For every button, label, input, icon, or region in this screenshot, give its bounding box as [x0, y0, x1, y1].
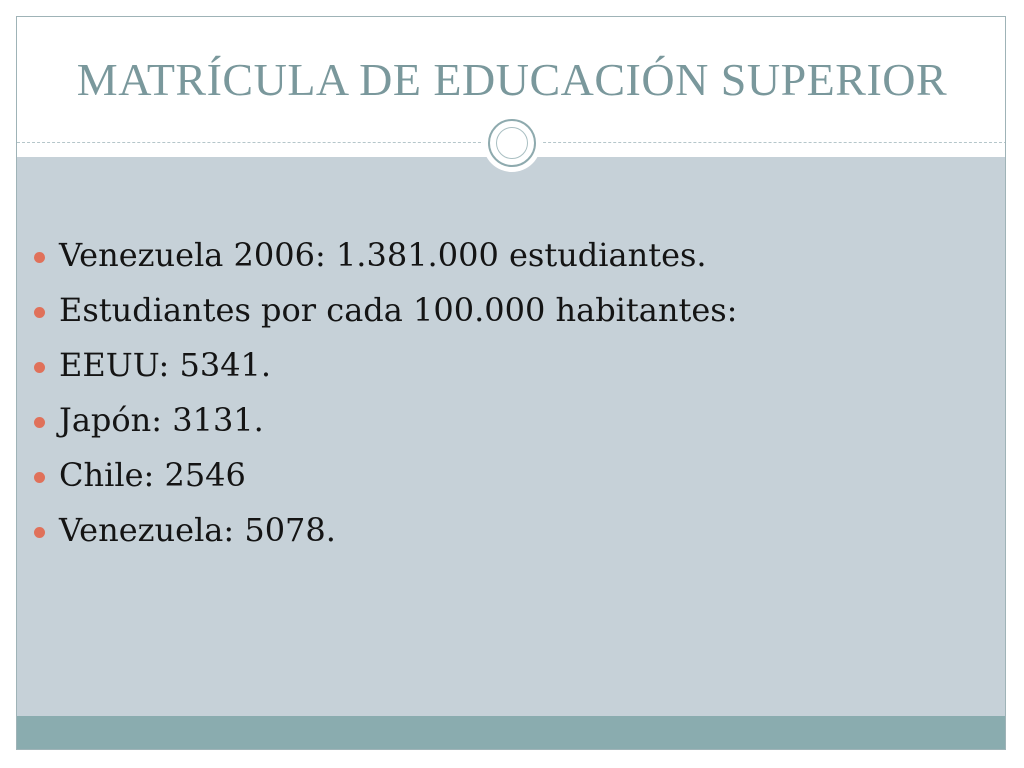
- list-item: [30, 503, 737, 558]
- list-item: [30, 338, 737, 393]
- list-item: [30, 393, 737, 448]
- bullet-text: Venezuela 2006: 1.381.000 estudiantes.: [59, 236, 707, 274]
- bullet-dot-icon: [34, 252, 45, 263]
- footer-bar: [17, 716, 1006, 750]
- bullet-text: Venezuela: 5078.: [59, 511, 336, 549]
- bullet-dot-icon: [34, 472, 45, 483]
- bullet-text: Chile: 2546: [59, 456, 246, 494]
- list-item: [30, 448, 737, 503]
- bullet-dot-icon: [34, 362, 45, 373]
- circle-ornament-icon: [483, 114, 541, 172]
- bullet-dot-icon: [34, 417, 45, 428]
- bullet-dot-icon: [34, 307, 45, 318]
- bullet-text: Japón: 3131.: [59, 401, 264, 439]
- ornament-ring: [488, 119, 536, 167]
- bullet-text: Estudiantes por cada 100.000 habitantes:: [59, 291, 738, 329]
- list-item: [30, 283, 737, 338]
- bullet-text: EEUU: 5341.: [59, 346, 272, 384]
- slide-title: MATRÍCULA DE EDUCACIÓN SUPERIOR: [76, 54, 948, 105]
- bullet-list: [30, 228, 737, 558]
- ornament-inner-ring: [496, 127, 528, 159]
- bullet-dot-icon: [34, 527, 45, 538]
- list-item: [30, 228, 737, 283]
